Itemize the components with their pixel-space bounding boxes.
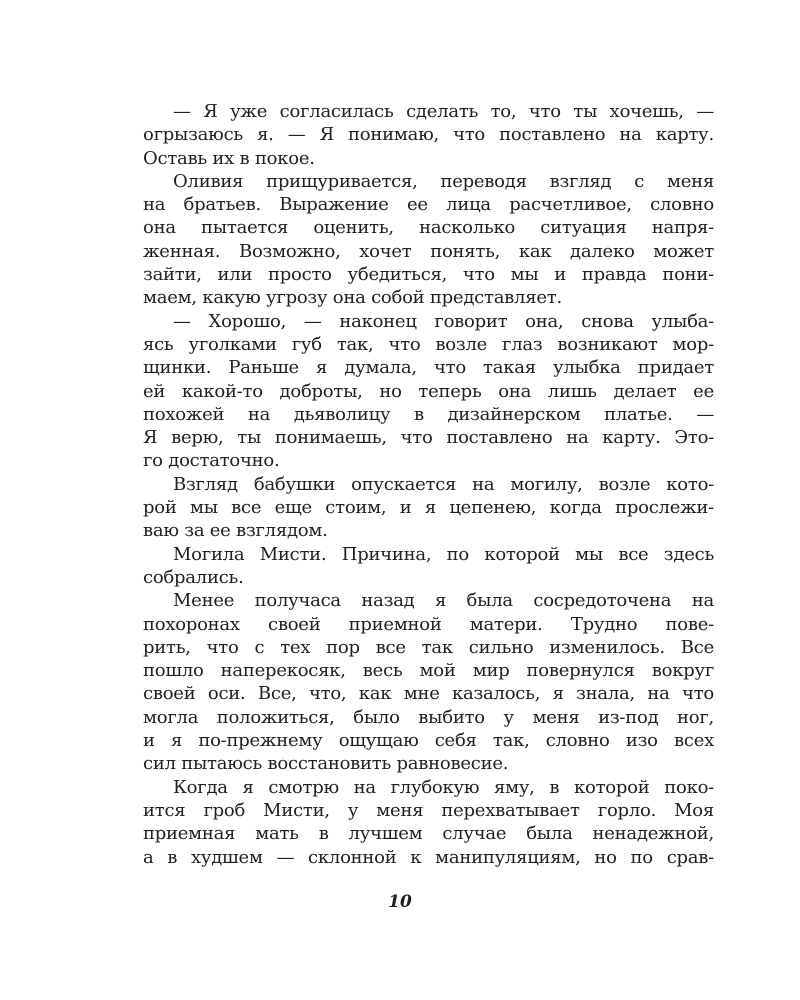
page-number: 10 bbox=[388, 892, 412, 912]
text-line: щинки. Раньше я думала, что такая улыбка придает bbox=[143, 357, 714, 379]
text-line: она пытается оценить, насколько ситуация напря- bbox=[143, 217, 714, 239]
text-line: собрались. bbox=[143, 566, 244, 588]
text-line: Менее получаса назад я была сосредоточена на bbox=[173, 590, 714, 612]
text-line: рить, что с тех пор все так сильно изменилось. Все bbox=[143, 636, 714, 658]
text-line: Взгляд бабушки опускается на могилу, возле кото- bbox=[173, 473, 714, 495]
text-line: Оставь их в покое. bbox=[143, 147, 315, 169]
text-line: а в худшем — склонной к манипуляциям, но по срав- bbox=[143, 846, 714, 868]
text-line: пошло наперекосяк, весь мой мир повернулся вокруг bbox=[143, 660, 714, 682]
body-text bbox=[143, 100, 714, 869]
text-line: — Хорошо, — наконец говорит она, снова улыба- bbox=[173, 310, 714, 332]
text-line: ей какой-то доброты, но теперь она лишь делает ее bbox=[143, 380, 714, 402]
text-line: приемная мать в лучшем случае была ненадежной, bbox=[143, 823, 714, 845]
text-line: Могила Мисти. Причина, по которой мы все здесь bbox=[173, 543, 714, 565]
text-line: на братьев. Выражение ее лица расчетливое, словно bbox=[143, 194, 714, 216]
text-line: своей оси. Все, что, как мне казалось, я знала, на что bbox=[143, 683, 714, 705]
text-line: Я верю, ты понимаешь, что поставлено на карту. Это- bbox=[143, 427, 714, 449]
text-line: рой мы все еще стоим, и я цепенею, когда прослежи- bbox=[143, 497, 714, 519]
text-line: Оливия прищуривается, переводя взгляд с меня bbox=[173, 170, 714, 192]
text-line: зайти, или просто убедиться, что мы и правда пони- bbox=[143, 264, 714, 286]
text-line: женная. Возможно, хочет понять, как далеко может bbox=[143, 240, 714, 262]
text-line: го достаточно. bbox=[143, 450, 280, 472]
text-line: огрызаюсь я. — Я понимаю, что поставлено на карту. bbox=[143, 124, 714, 146]
text-line: ваю за ее взглядом. bbox=[143, 520, 328, 542]
text-line: — Я уже согласилась сделать то, что ты хочешь, — bbox=[173, 101, 714, 122]
text-line: похоронах своей приемной матери. Трудно пове- bbox=[143, 613, 714, 635]
text-line: могла положиться, было выбито у меня из-под ног, bbox=[143, 706, 714, 728]
text-line: ясь уголками губ так, что возле глаз возникают мор- bbox=[143, 333, 714, 355]
text-line: сил пытаюсь восстановить равновесие. bbox=[143, 753, 509, 775]
text-line: ится гроб Мисти, у меня перехватывает горло. Моя bbox=[143, 799, 714, 821]
text-line: маем, какую угрозу она собой представляет. bbox=[143, 287, 562, 309]
text-line: Когда я смотрю на глубокую яму, в которой поко- bbox=[173, 776, 714, 798]
text-line: похожей на дьяволицу в дизайнерском платье. — bbox=[143, 403, 714, 425]
text-line: и я по-прежнему ощущаю себя так, словно изо всех bbox=[143, 730, 714, 752]
